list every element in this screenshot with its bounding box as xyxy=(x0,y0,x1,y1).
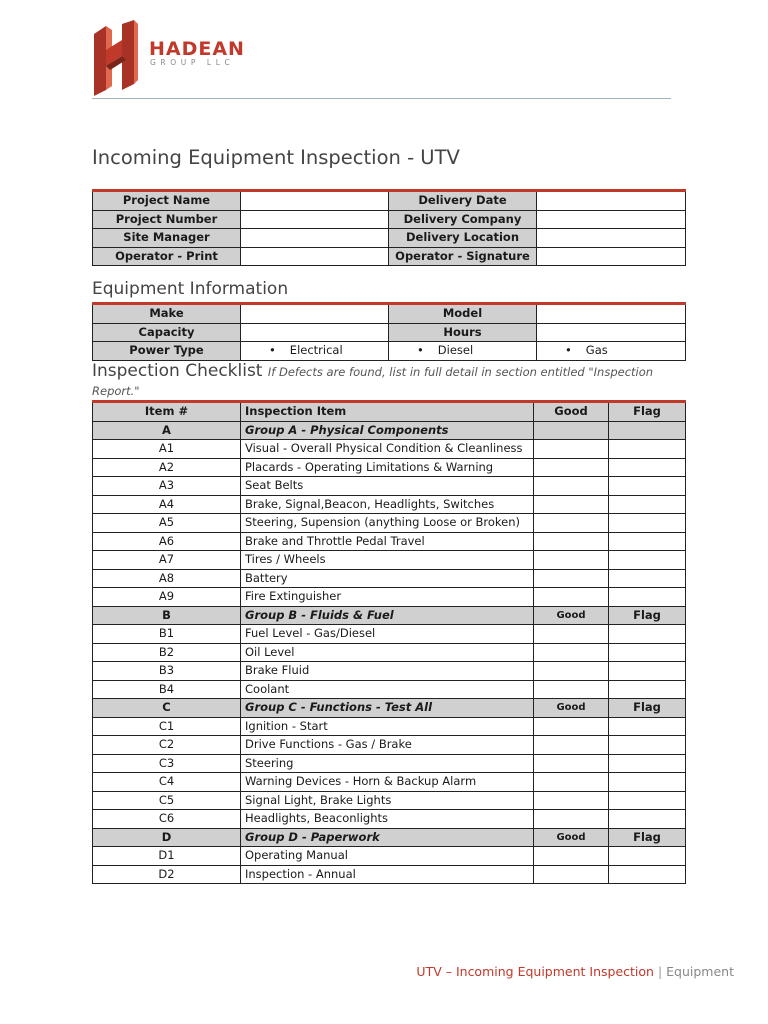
group-id: D xyxy=(93,828,241,847)
checklist-note: If Defects are found, list in full detail in section entitled "Inspection Report." xyxy=(92,365,654,398)
good-checkbox-cell[interactable] xyxy=(534,551,609,570)
checklist-row xyxy=(93,680,686,699)
good-checkbox-cell[interactable] xyxy=(534,810,609,829)
checklist-row xyxy=(93,736,686,755)
field-label: Operator - Signature xyxy=(389,247,537,266)
field-value[interactable] xyxy=(241,247,389,266)
power-type-label: Power Type xyxy=(93,342,241,361)
inspection-item: Oil Level xyxy=(241,643,534,662)
header-divider xyxy=(92,98,671,99)
item-number: A3 xyxy=(93,477,241,496)
inspection-item: Tires / Wheels xyxy=(241,551,534,570)
item-number: C1 xyxy=(93,717,241,736)
checklist-row xyxy=(93,458,686,477)
item-number: A4 xyxy=(93,495,241,514)
power-option-diesel[interactable]: • Diesel xyxy=(389,342,537,361)
inspection-item: Ignition - Start xyxy=(241,717,534,736)
inspection-item: Drive Functions - Gas / Brake xyxy=(241,736,534,755)
checklist-row xyxy=(93,625,686,644)
inspection-item: Brake Fluid xyxy=(241,662,534,681)
header-good: Good xyxy=(534,402,609,422)
flag-checkbox-cell[interactable] xyxy=(609,440,686,459)
make-field[interactable] xyxy=(241,304,389,324)
item-number: B4 xyxy=(93,680,241,699)
group-id: A xyxy=(93,421,241,440)
item-number: A9 xyxy=(93,588,241,607)
good-checkbox-cell[interactable] xyxy=(534,514,609,533)
flag-checkbox-cell[interactable] xyxy=(609,791,686,810)
good-checkbox-cell[interactable] xyxy=(534,477,609,496)
flag-checkbox-cell[interactable] xyxy=(609,514,686,533)
group-header-row xyxy=(93,699,686,718)
flag-checkbox-cell[interactable] xyxy=(609,717,686,736)
inspection-item: Brake and Throttle Pedal Travel xyxy=(241,532,534,551)
inspection-checklist-heading xyxy=(92,362,672,400)
flag-checkbox-cell[interactable] xyxy=(609,773,686,792)
inspection-item: Headlights, Beaconlights xyxy=(241,810,534,829)
checklist-row xyxy=(93,532,686,551)
project-info-row xyxy=(93,210,686,229)
make-label: Make xyxy=(93,304,241,324)
checklist-row xyxy=(93,865,686,884)
flag-checkbox-cell[interactable] xyxy=(609,754,686,773)
group-good-label: Good xyxy=(534,828,609,847)
checklist-heading-text: Inspection Checklist xyxy=(92,361,263,381)
page-title: Incoming Equipment Inspection - UTV xyxy=(92,146,460,169)
checklist-row xyxy=(93,440,686,459)
item-number: C4 xyxy=(93,773,241,792)
project-info-row xyxy=(93,229,686,248)
item-number: D2 xyxy=(93,865,241,884)
checklist-row xyxy=(93,495,686,514)
power-option-gas[interactable]: • Gas xyxy=(537,342,686,361)
item-number: C5 xyxy=(93,791,241,810)
checklist-row xyxy=(93,551,686,570)
group-flag-label: Flag xyxy=(609,606,686,625)
good-checkbox-cell[interactable] xyxy=(534,569,609,588)
equipment-info-table xyxy=(92,302,686,361)
logo-name: HADEAN xyxy=(149,38,245,60)
inspection-item: Operating Manual xyxy=(241,847,534,866)
inspection-item: Visual - Overall Physical Condition & Cleanliness xyxy=(241,440,534,459)
hours-label: Hours xyxy=(389,323,537,342)
group-id: B xyxy=(93,606,241,625)
item-number: B3 xyxy=(93,662,241,681)
item-number: B1 xyxy=(93,625,241,644)
group-flag-label: Flag xyxy=(609,699,686,718)
hours-field[interactable] xyxy=(537,323,686,342)
flag-checkbox-cell[interactable] xyxy=(609,551,686,570)
group-header-row xyxy=(93,421,686,440)
footer-section: Equipment xyxy=(666,964,734,979)
checklist-row xyxy=(93,791,686,810)
group-good-label: Good xyxy=(534,699,609,718)
model-field[interactable] xyxy=(537,304,686,324)
checklist-row xyxy=(93,847,686,866)
inspection-item: Signal Light, Brake Lights xyxy=(241,791,534,810)
field-value[interactable] xyxy=(241,210,389,229)
group-header-row xyxy=(93,606,686,625)
good-checkbox-cell[interactable] xyxy=(534,791,609,810)
item-number: A5 xyxy=(93,514,241,533)
flag-checkbox-cell[interactable] xyxy=(609,569,686,588)
group-good-label xyxy=(534,421,609,440)
inspection-item: Steering, Supension (anything Loose or Broken) xyxy=(241,514,534,533)
inspection-item: Placards - Operating Limitations & Warning xyxy=(241,458,534,477)
checklist-row xyxy=(93,773,686,792)
checklist-row xyxy=(93,643,686,662)
project-info-row xyxy=(93,191,686,211)
item-number: A6 xyxy=(93,532,241,551)
good-checkbox-cell[interactable] xyxy=(534,643,609,662)
field-value[interactable] xyxy=(537,191,686,211)
field-value[interactable] xyxy=(241,229,389,248)
field-value[interactable] xyxy=(537,210,686,229)
field-label: Delivery Company xyxy=(389,210,537,229)
item-number: C3 xyxy=(93,754,241,773)
inspection-item: Brake, Signal,Beacon, Headlights, Switches xyxy=(241,495,534,514)
inspection-item: Fire Extinguisher xyxy=(241,588,534,607)
inspection-item: Seat Belts xyxy=(241,477,534,496)
item-number: A1 xyxy=(93,440,241,459)
field-label: Project Name xyxy=(93,191,241,211)
footer-separator: | xyxy=(657,964,663,979)
good-checkbox-cell[interactable] xyxy=(534,625,609,644)
item-number: A2 xyxy=(93,458,241,477)
flag-checkbox-cell[interactable] xyxy=(609,588,686,607)
inspection-checklist-table xyxy=(92,400,686,884)
flag-checkbox-cell[interactable] xyxy=(609,625,686,644)
flag-checkbox-cell[interactable] xyxy=(609,532,686,551)
field-label: Site Manager xyxy=(93,229,241,248)
flag-checkbox-cell[interactable] xyxy=(609,847,686,866)
good-checkbox-cell[interactable] xyxy=(534,754,609,773)
checklist-row xyxy=(93,662,686,681)
group-name: Group B - Fluids & Fuel xyxy=(241,606,534,625)
checklist-row xyxy=(93,588,686,607)
logo-subtitle: GROUP LLC xyxy=(150,58,235,67)
field-value[interactable] xyxy=(537,247,686,266)
group-flag-label: Flag xyxy=(609,828,686,847)
good-checkbox-cell[interactable] xyxy=(534,717,609,736)
good-checkbox-cell[interactable] xyxy=(534,847,609,866)
good-checkbox-cell[interactable] xyxy=(534,662,609,681)
item-number: C2 xyxy=(93,736,241,755)
checklist-row xyxy=(93,514,686,533)
inspection-item: Battery xyxy=(241,569,534,588)
item-number: A8 xyxy=(93,569,241,588)
checklist-row xyxy=(93,810,686,829)
flag-checkbox-cell[interactable] xyxy=(609,643,686,662)
capacity-label: Capacity xyxy=(93,323,241,342)
item-number: B2 xyxy=(93,643,241,662)
checklist-row xyxy=(93,477,686,496)
capacity-field[interactable] xyxy=(241,323,389,342)
page-footer xyxy=(416,964,734,979)
good-checkbox-cell[interactable] xyxy=(534,736,609,755)
group-header-row xyxy=(93,828,686,847)
flag-checkbox-cell[interactable] xyxy=(609,865,686,884)
good-checkbox-cell[interactable] xyxy=(534,458,609,477)
project-info-table xyxy=(92,189,686,266)
group-name: Group D - Paperwork xyxy=(241,828,534,847)
good-checkbox-cell[interactable] xyxy=(534,588,609,607)
flag-checkbox-cell[interactable] xyxy=(609,477,686,496)
inspection-item: Coolant xyxy=(241,680,534,699)
field-value[interactable] xyxy=(241,191,389,211)
item-number: C6 xyxy=(93,810,241,829)
flag-checkbox-cell[interactable] xyxy=(609,736,686,755)
flag-checkbox-cell[interactable] xyxy=(609,662,686,681)
good-checkbox-cell[interactable] xyxy=(534,680,609,699)
footer-doc-title: UTV – Incoming Equipment Inspection xyxy=(416,964,654,979)
group-name: Group C - Functions - Test All xyxy=(241,699,534,718)
inspection-item: Steering xyxy=(241,754,534,773)
project-info-row xyxy=(93,247,686,266)
checklist-row xyxy=(93,754,686,773)
group-id: C xyxy=(93,699,241,718)
group-name: Group A - Physical Components xyxy=(241,421,534,440)
group-good-label: Good xyxy=(534,606,609,625)
header-item-number: Item # xyxy=(93,402,241,422)
group-flag-label xyxy=(609,421,686,440)
item-number: A7 xyxy=(93,551,241,570)
flag-checkbox-cell[interactable] xyxy=(609,810,686,829)
flag-checkbox-cell[interactable] xyxy=(609,458,686,477)
model-label: Model xyxy=(389,304,537,324)
good-checkbox-cell[interactable] xyxy=(534,440,609,459)
inspection-item: Warning Devices - Horn & Backup Alarm xyxy=(241,773,534,792)
checklist-row xyxy=(93,569,686,588)
inspection-item: Fuel Level - Gas/Diesel xyxy=(241,625,534,644)
equipment-info-heading: Equipment Information xyxy=(92,279,289,299)
good-checkbox-cell[interactable] xyxy=(534,495,609,514)
header-inspection-item: Inspection Item xyxy=(241,402,534,422)
flag-checkbox-cell[interactable] xyxy=(609,495,686,514)
inspection-item: Inspection - Annual xyxy=(241,865,534,884)
checklist-row xyxy=(93,717,686,736)
field-label: Project Number xyxy=(93,210,241,229)
good-checkbox-cell[interactable] xyxy=(534,773,609,792)
flag-checkbox-cell[interactable] xyxy=(609,680,686,699)
item-number: D1 xyxy=(93,847,241,866)
header-flag: Flag xyxy=(609,402,686,422)
field-value[interactable] xyxy=(537,229,686,248)
field-label: Delivery Date xyxy=(389,191,537,211)
good-checkbox-cell[interactable] xyxy=(534,532,609,551)
field-label: Operator - Print xyxy=(93,247,241,266)
power-option-electrical[interactable]: • Electrical xyxy=(241,342,389,361)
good-checkbox-cell[interactable] xyxy=(534,865,609,884)
field-label: Delivery Location xyxy=(389,229,537,248)
